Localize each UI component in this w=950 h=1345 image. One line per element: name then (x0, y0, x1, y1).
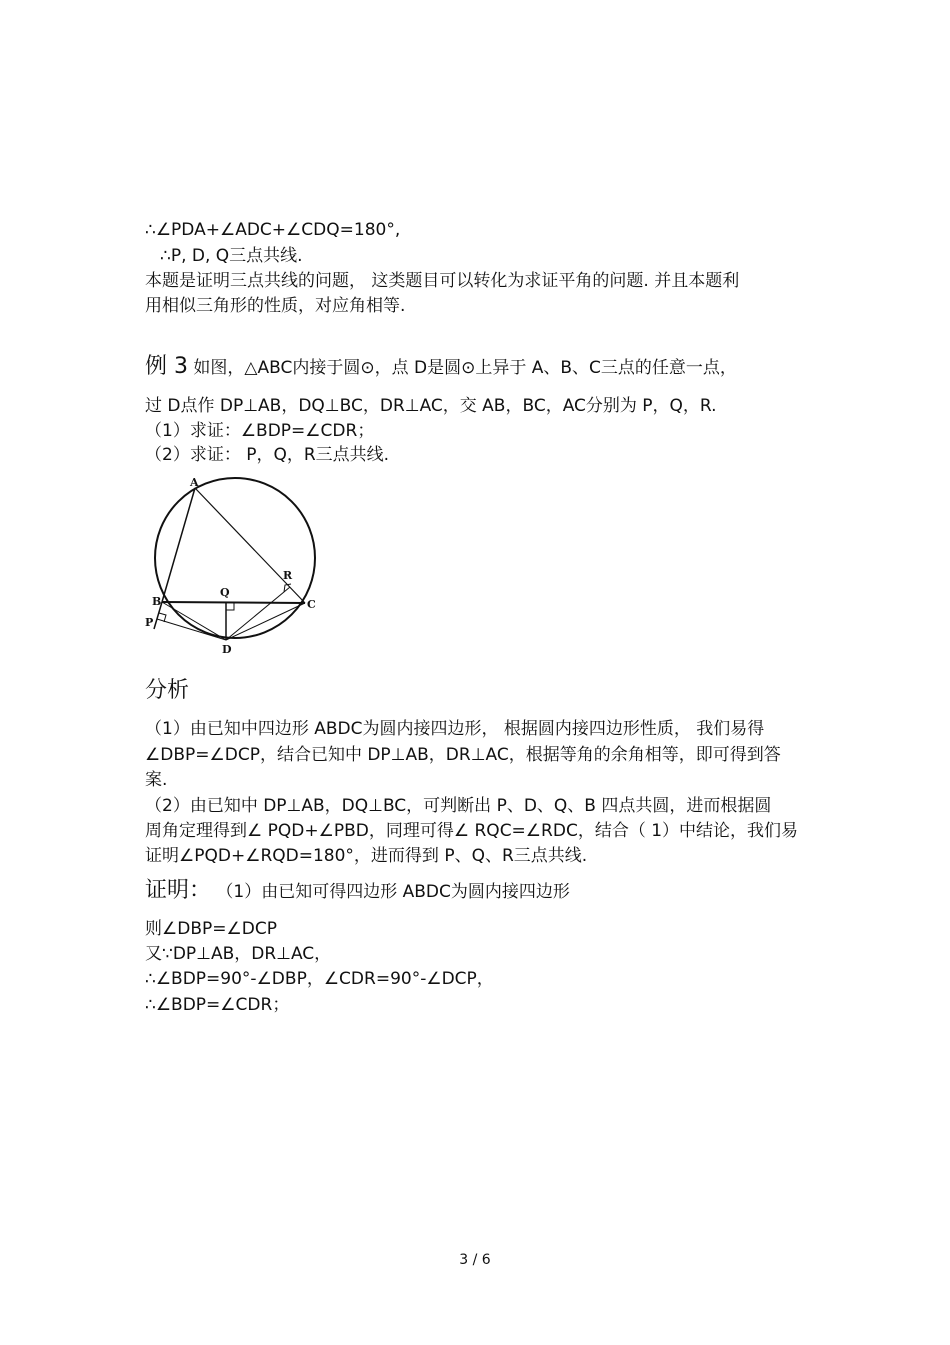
remark-line-1: 本题是证明三点共线的问题， 这类题目可以转化为求证平角的问题. 并且本题利 (145, 271, 740, 291)
proof-step-3: ∴∠BDP=90°-∠DBP，∠CDR=90°-∠DCP， (145, 969, 494, 989)
page-number: 3 / 6 (459, 1252, 491, 1268)
question-2: （2）求证： P，Q，R三点共线. (145, 445, 390, 465)
segment-AB (162, 488, 195, 602)
proof-heading (145, 880, 570, 903)
proof-head: （1）由已知可得四边形 ABDC为圆内接四边形 (216, 882, 570, 902)
label-P: P (145, 616, 154, 629)
segment-DP (157, 619, 226, 640)
label-D: D (222, 643, 232, 656)
label-R: R (283, 569, 293, 582)
circumcircle (155, 478, 315, 638)
segment-CD (226, 603, 305, 640)
label-B: B (152, 595, 162, 608)
analysis-p1-line-3: 案. (145, 770, 168, 790)
proof-step-2: 又∵DP⊥AB，DR⊥AC， (145, 944, 332, 964)
example-stem-line-1 (145, 356, 737, 379)
line-collinear: ∴P, D, Q三点共线. (160, 246, 303, 266)
proof-step-1: 则∠DBP=∠DCP (145, 919, 277, 939)
analysis-p1-line-2: ∠DBP=∠DCP，结合已知中 DP⊥AB，DR⊥AC，根据等角的余角相等，即可得到答 (145, 745, 781, 765)
analysis-p1-line-1: （1）由已知中四边形 ABDC为圆内接四边形， 根据圆内接四边形性质， 我们易得 (145, 719, 765, 739)
analysis-p2-line-3: 证明∠PQD+∠RQD=180°，进而得到 P、Q、R三点共线. (145, 846, 588, 866)
example-label: 例 3 (145, 354, 188, 379)
label-A: A (190, 476, 199, 489)
proof-step-4: ∴∠BDP=∠CDR； (145, 995, 290, 1015)
segment-AC (195, 488, 305, 603)
example-stem-1: 如图，△ABC内接于圆⊙，点 D是圆⊙上异于 A、B、C三点的任意一点， (193, 358, 737, 378)
example-stem-2: 过 D点作 DP⊥AB，DQ⊥BC，DR⊥AC，交 AB，BC，AC分别为 P，Q，R. (145, 396, 717, 416)
line-angle-sum: ∴∠PDA+∠ADC+∠CDQ=180°, (145, 220, 401, 240)
segment-DR (226, 587, 290, 640)
question-1: （1）求证：∠BDP=∠CDR； (145, 421, 375, 441)
segment-BD (162, 602, 226, 640)
remark-line-2: 用相似三角形的性质，对应角相等. (145, 296, 406, 316)
geometry-figure (140, 474, 330, 664)
label-Q: Q (220, 586, 230, 599)
proof-title: 证明： (145, 878, 212, 903)
analysis-p2-line-1: （2）由已知中 DP⊥AB，DQ⊥BC，可判断出 P、D、Q、B 四点共圆，进而根据圆 (145, 796, 772, 816)
label-C: C (307, 598, 316, 611)
analysis-p2-line-2: 周角定理得到∠ PQD+∠PBD，同理可得∠ RQC=∠RDC，结合（ 1）中结论，我们易 (145, 821, 799, 841)
analysis-title: 分析 (145, 678, 190, 703)
